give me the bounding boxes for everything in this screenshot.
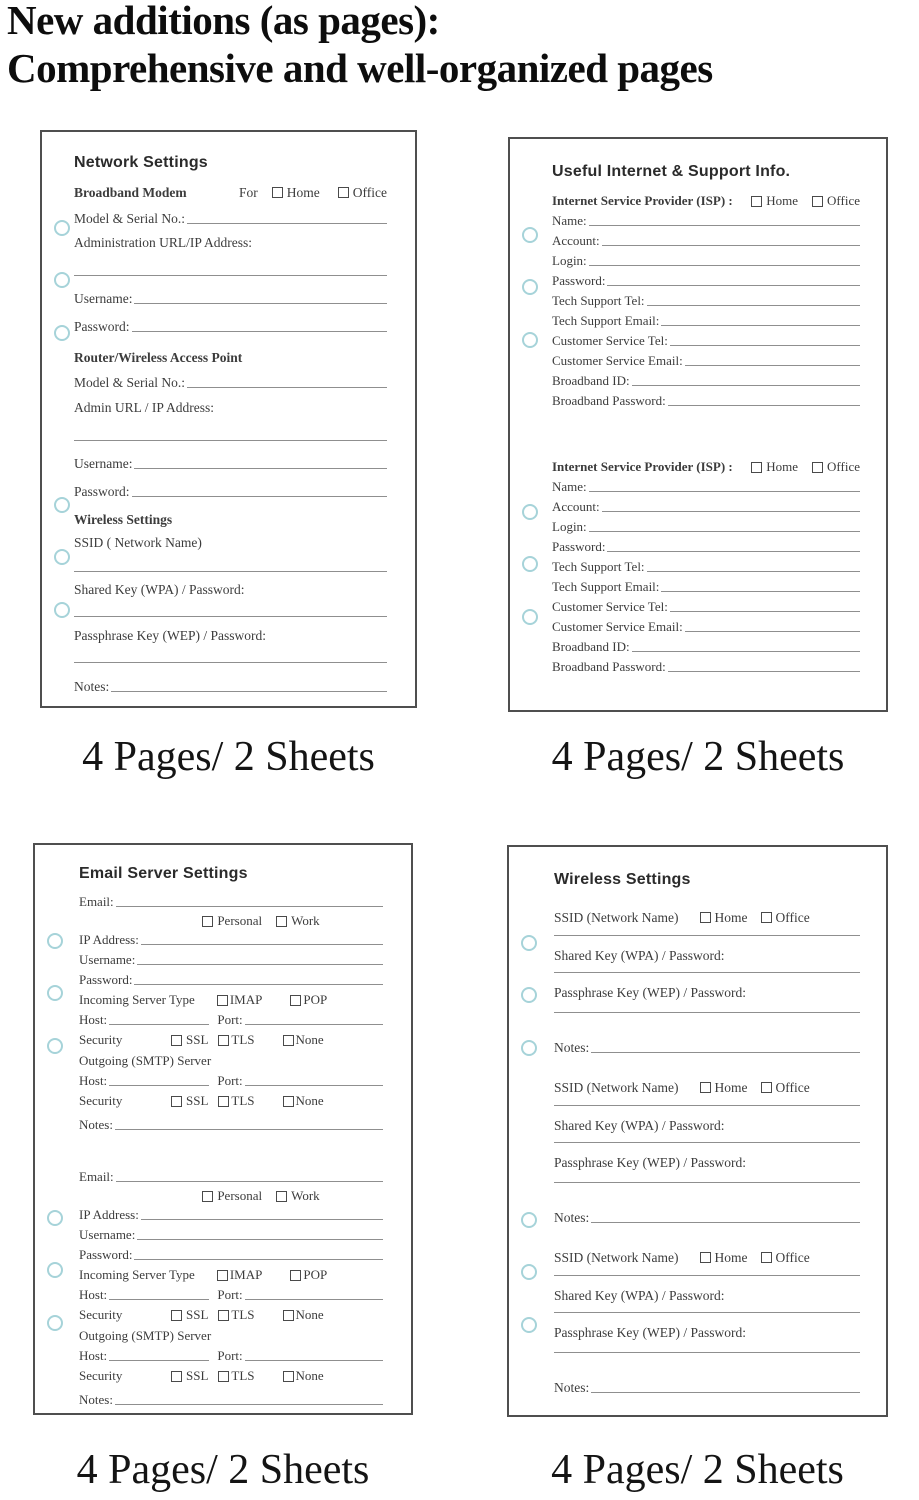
card-title-email: Email Server Settings — [79, 865, 248, 882]
field-account: Account: — [552, 499, 860, 515]
none-option — [283, 1093, 324, 1109]
imap-checkbox — [217, 1270, 228, 1281]
page-heading — [7, 0, 917, 92]
home-checkbox — [272, 187, 283, 198]
tls-checkbox — [218, 1371, 229, 1382]
home-label: Home — [286, 185, 320, 200]
binder-ring — [522, 556, 538, 572]
field-username: Username: — [74, 455, 387, 472]
write-line — [607, 549, 860, 552]
page-heading-line2: Comprehensive and well-organized pages — [7, 45, 713, 91]
field-customer-service-tel: Customer Service Tel: — [552, 599, 860, 615]
ssid-row: SSID (Network Name) Home Office — [554, 1250, 810, 1265]
write-line — [245, 1358, 383, 1361]
write-line — [670, 609, 860, 612]
binder-ring — [522, 279, 538, 295]
field-username: Username: — [79, 1227, 383, 1243]
for-label: For — [239, 185, 258, 200]
ssl-option — [171, 1307, 208, 1323]
ssid-row: SSID (Network Name) Home Office — [554, 910, 810, 925]
field-tech-support-email: Tech Support Email: — [552, 579, 860, 595]
section-router: Router/Wireless Access Point — [74, 350, 243, 365]
write-line — [116, 904, 383, 907]
write-line — [554, 1103, 860, 1106]
field-wep: Passphrase Key (WEP) / Password: — [554, 1325, 746, 1340]
write-line-row — [554, 1312, 860, 1316]
field-password: Password: — [552, 539, 860, 555]
home-label: Home — [714, 1080, 748, 1095]
field-broadband-password: Broadband Password: — [552, 659, 860, 675]
isp-provider-header: Internet Service Provider (ISP) : Home Office — [552, 459, 860, 474]
write-line — [134, 982, 383, 985]
write-line-row — [74, 616, 387, 620]
personal-label: Personal — [217, 913, 263, 928]
field-login: Login: — [552, 253, 860, 269]
field-password: Password: — [552, 273, 860, 289]
write-line — [134, 1257, 383, 1260]
host-port-row: Host: Port: — [79, 1073, 383, 1089]
security-row: Security SSL TLS None — [79, 1093, 324, 1108]
section-outgoing-server: Outgoing (SMTP) Server — [79, 1328, 212, 1343]
write-line — [661, 323, 860, 326]
home-label: Home — [766, 193, 799, 208]
field-wep: Passphrase Key (WEP) / Password: — [74, 628, 266, 643]
binder-ring — [54, 549, 70, 565]
field-wpa: Shared Key (WPA) / Password: — [554, 1118, 725, 1133]
write-line — [132, 494, 387, 497]
field-notes: Notes: — [79, 1392, 383, 1408]
page-heading-line1: New additions (as pages): — [7, 0, 440, 43]
ssl-checkbox — [171, 1096, 182, 1107]
ssid-row: SSID (Network Name) Home Office — [554, 1080, 810, 1095]
write-line — [109, 1297, 209, 1300]
none-option — [283, 1368, 324, 1384]
field-ip-address: IP Address: — [79, 932, 383, 948]
binder-ring — [47, 1262, 63, 1278]
isp-provider-header: Internet Service Provider (ISP) : Home Office — [552, 193, 860, 208]
card-title-isp: Useful Internet & Support Info. — [552, 163, 791, 180]
field-username: Username: — [79, 952, 383, 968]
field-broadband-id: Broadband ID: — [552, 639, 860, 655]
binder-ring — [47, 1038, 63, 1054]
home-option — [700, 1249, 747, 1266]
none-option — [283, 1032, 324, 1048]
field-password: Password: — [74, 483, 387, 500]
write-line — [554, 933, 860, 936]
write-line — [670, 343, 860, 346]
home-office-options — [751, 193, 860, 209]
section-outgoing-server: Outgoing (SMTP) Server — [79, 1053, 212, 1068]
field-wpa: Shared Key (WPA) / Password: — [554, 948, 725, 963]
tls-label: TLS — [231, 1032, 255, 1047]
work-checkbox — [276, 1191, 287, 1202]
binder-ring — [47, 1315, 63, 1331]
field-ssid: SSID ( Network Name) — [74, 535, 202, 550]
write-line-row — [74, 571, 387, 575]
personal-option — [202, 913, 262, 929]
write-line — [187, 221, 387, 224]
personal-label: Personal — [217, 1188, 263, 1203]
network-settings-page — [40, 130, 417, 708]
binder-ring — [522, 504, 538, 520]
office-label: Office — [827, 459, 860, 474]
office-label: Office — [775, 1080, 810, 1095]
field-wpa: Shared Key (WPA) / Password: — [74, 582, 245, 597]
field-name: Name: — [552, 479, 860, 495]
write-line-row — [74, 440, 387, 444]
write-line — [115, 1127, 383, 1130]
none-label: None — [295, 1032, 324, 1047]
ssl-option — [171, 1032, 208, 1048]
tls-checkbox — [218, 1035, 229, 1046]
office-option — [812, 459, 860, 475]
home-checkbox — [700, 912, 711, 923]
office-option — [812, 193, 860, 209]
binder-ring — [521, 1317, 537, 1333]
write-line — [685, 629, 860, 632]
write-line — [554, 1180, 860, 1183]
binder-ring — [54, 220, 70, 236]
none-option — [283, 1307, 324, 1323]
home-checkbox — [751, 462, 762, 473]
tls-option — [218, 1032, 254, 1048]
binder-ring — [522, 332, 538, 348]
field-customer-service-email: Customer Service Email: — [552, 353, 860, 369]
pop-checkbox — [290, 1270, 301, 1281]
binder-ring — [521, 1040, 537, 1056]
write-line-row — [554, 935, 860, 939]
write-line — [111, 689, 387, 692]
work-label: Work — [291, 1188, 320, 1203]
imap-label: IMAP — [229, 992, 263, 1007]
tls-option — [218, 1368, 254, 1384]
office-checkbox — [761, 1082, 772, 1093]
write-line — [137, 1237, 383, 1240]
home-label: Home — [714, 910, 748, 925]
office-checkbox — [761, 1252, 772, 1263]
write-line — [187, 385, 387, 388]
binder-ring — [47, 1210, 63, 1226]
pop-label: POP — [303, 1267, 328, 1282]
write-line-row — [554, 1105, 860, 1109]
field-customer-service-tel: Customer Service Tel: — [552, 333, 860, 349]
tls-label: TLS — [231, 1307, 255, 1322]
host-port-row: Host: Port: — [79, 1287, 383, 1303]
ssl-checkbox — [171, 1310, 182, 1321]
home-office-options — [239, 184, 387, 201]
home-checkbox — [700, 1082, 711, 1093]
incoming-server-type-row: Incoming Server Type IMAP POP — [79, 1267, 328, 1282]
internet-support-info-page — [508, 137, 888, 712]
write-line — [74, 438, 387, 441]
field-wep: Passphrase Key (WEP) / Password: — [554, 985, 746, 1000]
tls-checkbox — [218, 1310, 229, 1321]
binder-ring — [522, 227, 538, 243]
write-line — [668, 669, 860, 672]
field-email: Email: — [79, 894, 383, 910]
home-option — [751, 193, 798, 209]
field-name: Name: — [552, 213, 860, 229]
office-checkbox — [812, 462, 823, 473]
write-line — [647, 303, 860, 306]
write-line — [607, 283, 860, 286]
ssl-option — [171, 1368, 208, 1384]
binder-ring — [521, 987, 537, 1003]
work-option — [276, 1188, 320, 1204]
write-line — [554, 1140, 860, 1143]
tls-label: TLS — [231, 1093, 255, 1108]
write-line — [74, 614, 387, 617]
write-line-row — [554, 1012, 860, 1016]
write-line — [245, 1083, 383, 1086]
none-label: None — [295, 1307, 324, 1322]
office-label: Office — [775, 910, 810, 925]
write-line — [245, 1022, 383, 1025]
write-line — [141, 1217, 383, 1220]
write-line — [591, 1050, 860, 1053]
field-password: Password: — [74, 318, 387, 335]
binder-ring — [47, 933, 63, 949]
tls-option — [218, 1093, 254, 1109]
office-option — [761, 1079, 809, 1096]
office-checkbox — [761, 912, 772, 923]
write-line-row — [554, 1275, 860, 1279]
pop-option — [290, 992, 327, 1008]
field-tech-support-tel: Tech Support Tel: — [552, 559, 860, 575]
personal-checkbox — [202, 1191, 213, 1202]
write-line — [602, 243, 860, 246]
work-checkbox — [276, 916, 287, 927]
field-notes: Notes: — [554, 1209, 860, 1226]
imap-option — [217, 1267, 263, 1283]
ssl-label: SSL — [186, 1093, 209, 1108]
office-checkbox — [338, 187, 349, 198]
field-notes: Notes: — [554, 1379, 860, 1396]
caption-wireless: 4 Pages/ 2 Sheets — [551, 1447, 844, 1493]
write-line-row — [554, 972, 860, 976]
write-line — [74, 569, 387, 572]
email-server-settings-page — [33, 843, 413, 1415]
field-admin-url: Administration URL/IP Address: — [74, 235, 252, 250]
work-label: Work — [291, 913, 320, 928]
write-line — [661, 589, 860, 592]
field-customer-service-email: Customer Service Email: — [552, 619, 860, 635]
field-email: Email: — [79, 1169, 383, 1185]
field-notes: Notes: — [74, 678, 387, 695]
write-line — [589, 263, 860, 266]
field-username: Username: — [74, 290, 387, 307]
write-line — [591, 1390, 860, 1393]
home-checkbox — [700, 1252, 711, 1263]
tls-checkbox — [218, 1096, 229, 1107]
ssl-label: SSL — [186, 1032, 209, 1047]
binder-ring — [521, 935, 537, 951]
none-checkbox — [283, 1096, 294, 1107]
write-line — [554, 1010, 860, 1013]
section-heading: Broadband Modem — [74, 185, 187, 200]
field-notes: Notes: — [554, 1039, 860, 1056]
none-label: None — [295, 1093, 324, 1108]
field-broadband-password: Broadband Password: — [552, 393, 860, 409]
office-label: Office — [827, 193, 860, 208]
ssl-checkbox — [171, 1035, 182, 1046]
tls-option — [218, 1307, 254, 1323]
field-password: Password: — [79, 1247, 383, 1263]
field-model-serial: Model & Serial No.: — [74, 210, 387, 227]
field-tech-support-email: Tech Support Email: — [552, 313, 860, 329]
office-checkbox — [812, 196, 823, 207]
write-line — [589, 529, 860, 532]
write-line — [554, 970, 860, 973]
write-line — [245, 1297, 383, 1300]
ssl-option — [171, 1093, 208, 1109]
personal-work-options — [79, 1188, 383, 1204]
none-checkbox — [283, 1371, 294, 1382]
section-broadband-modem — [74, 184, 387, 201]
home-option — [700, 1079, 747, 1096]
binder-ring — [521, 1264, 537, 1280]
write-line — [554, 1273, 860, 1276]
write-line — [109, 1022, 209, 1025]
write-line — [115, 1402, 383, 1405]
binder-ring — [47, 985, 63, 1001]
write-line — [589, 489, 860, 492]
caption-network: 4 Pages/ 2 Sheets — [82, 734, 375, 780]
write-line — [109, 1358, 209, 1361]
home-label: Home — [714, 1250, 748, 1265]
write-line — [554, 1310, 860, 1313]
security-row: Security SSL TLS None — [79, 1307, 324, 1322]
field-notes: Notes: — [79, 1117, 383, 1133]
field-broadband-id: Broadband ID: — [552, 373, 860, 389]
binder-ring — [54, 325, 70, 341]
write-line — [134, 301, 387, 304]
write-line — [109, 1083, 209, 1086]
card-title-network: Network Settings — [74, 154, 208, 171]
caption-email: 4 Pages/ 2 Sheets — [76, 1447, 370, 1493]
work-option — [276, 913, 320, 929]
security-row: Security SSL TLS None — [79, 1368, 324, 1383]
home-option — [751, 459, 798, 475]
write-line — [74, 660, 387, 663]
home-office-options — [751, 459, 860, 475]
field-ip-address: IP Address: — [79, 1207, 383, 1223]
field-model-serial: Model & Serial No.: — [74, 374, 387, 391]
write-line — [632, 649, 860, 652]
pop-label: POP — [303, 992, 328, 1007]
write-line-row — [74, 275, 387, 279]
home-checkbox — [751, 196, 762, 207]
write-line — [132, 329, 387, 332]
security-row: Security SSL TLS None — [79, 1032, 324, 1047]
pop-checkbox — [290, 995, 301, 1006]
personal-work-options — [79, 913, 383, 929]
host-port-row: Host: Port: — [79, 1012, 383, 1028]
ssl-label: SSL — [186, 1368, 209, 1383]
card-title-wireless: Wireless Settings — [554, 871, 691, 888]
tls-label: TLS — [231, 1368, 255, 1383]
write-line — [589, 223, 860, 226]
binder-ring — [54, 497, 70, 513]
write-line — [647, 569, 860, 572]
write-line-row — [554, 1182, 860, 1186]
binder-ring — [54, 602, 70, 618]
field-wpa: Shared Key (WPA) / Password: — [554, 1288, 725, 1303]
pop-option — [290, 1267, 327, 1283]
field-password: Password: — [79, 972, 383, 988]
field-wep: Passphrase Key (WEP) / Password: — [554, 1155, 746, 1170]
write-line-row — [74, 662, 387, 666]
imap-label: IMAP — [229, 1267, 263, 1282]
personal-checkbox — [202, 916, 213, 927]
imap-checkbox — [217, 995, 228, 1006]
field-admin-url: Admin URL / IP Address: — [74, 400, 215, 415]
write-line — [602, 509, 860, 512]
wireless-settings-page — [507, 845, 888, 1417]
home-option — [272, 184, 320, 201]
office-option — [761, 1249, 809, 1266]
none-label: None — [295, 1368, 324, 1383]
section-wireless: Wireless Settings — [74, 512, 173, 527]
write-line — [668, 403, 860, 406]
write-line — [134, 466, 387, 469]
write-line — [74, 273, 387, 276]
write-line — [632, 383, 860, 386]
office-option — [338, 184, 387, 201]
host-port-row: Host: Port: — [79, 1348, 383, 1364]
office-label: Office — [352, 185, 387, 200]
incoming-server-type-row: Incoming Server Type IMAP POP — [79, 992, 328, 1007]
binder-ring — [521, 1212, 537, 1228]
write-line — [137, 962, 383, 965]
none-checkbox — [283, 1035, 294, 1046]
binder-ring — [54, 272, 70, 288]
ssl-label: SSL — [186, 1307, 209, 1322]
field-account: Account: — [552, 233, 860, 249]
office-option — [761, 909, 809, 926]
none-checkbox — [283, 1310, 294, 1321]
ssl-checkbox — [171, 1371, 182, 1382]
field-login: Login: — [552, 519, 860, 535]
write-line — [141, 942, 383, 945]
field-tech-support-tel: Tech Support Tel: — [552, 293, 860, 309]
imap-option — [217, 992, 263, 1008]
binder-ring — [522, 609, 538, 625]
caption-isp: 4 Pages/ 2 Sheets — [551, 734, 845, 780]
write-line — [554, 1350, 860, 1353]
home-label: Home — [766, 459, 799, 474]
write-line-row — [554, 1352, 860, 1356]
personal-option — [202, 1188, 262, 1204]
write-line — [116, 1179, 383, 1182]
home-option — [700, 909, 747, 926]
office-label: Office — [775, 1250, 810, 1265]
write-line — [685, 363, 860, 366]
write-line-row — [554, 1142, 860, 1146]
write-line — [591, 1220, 860, 1223]
